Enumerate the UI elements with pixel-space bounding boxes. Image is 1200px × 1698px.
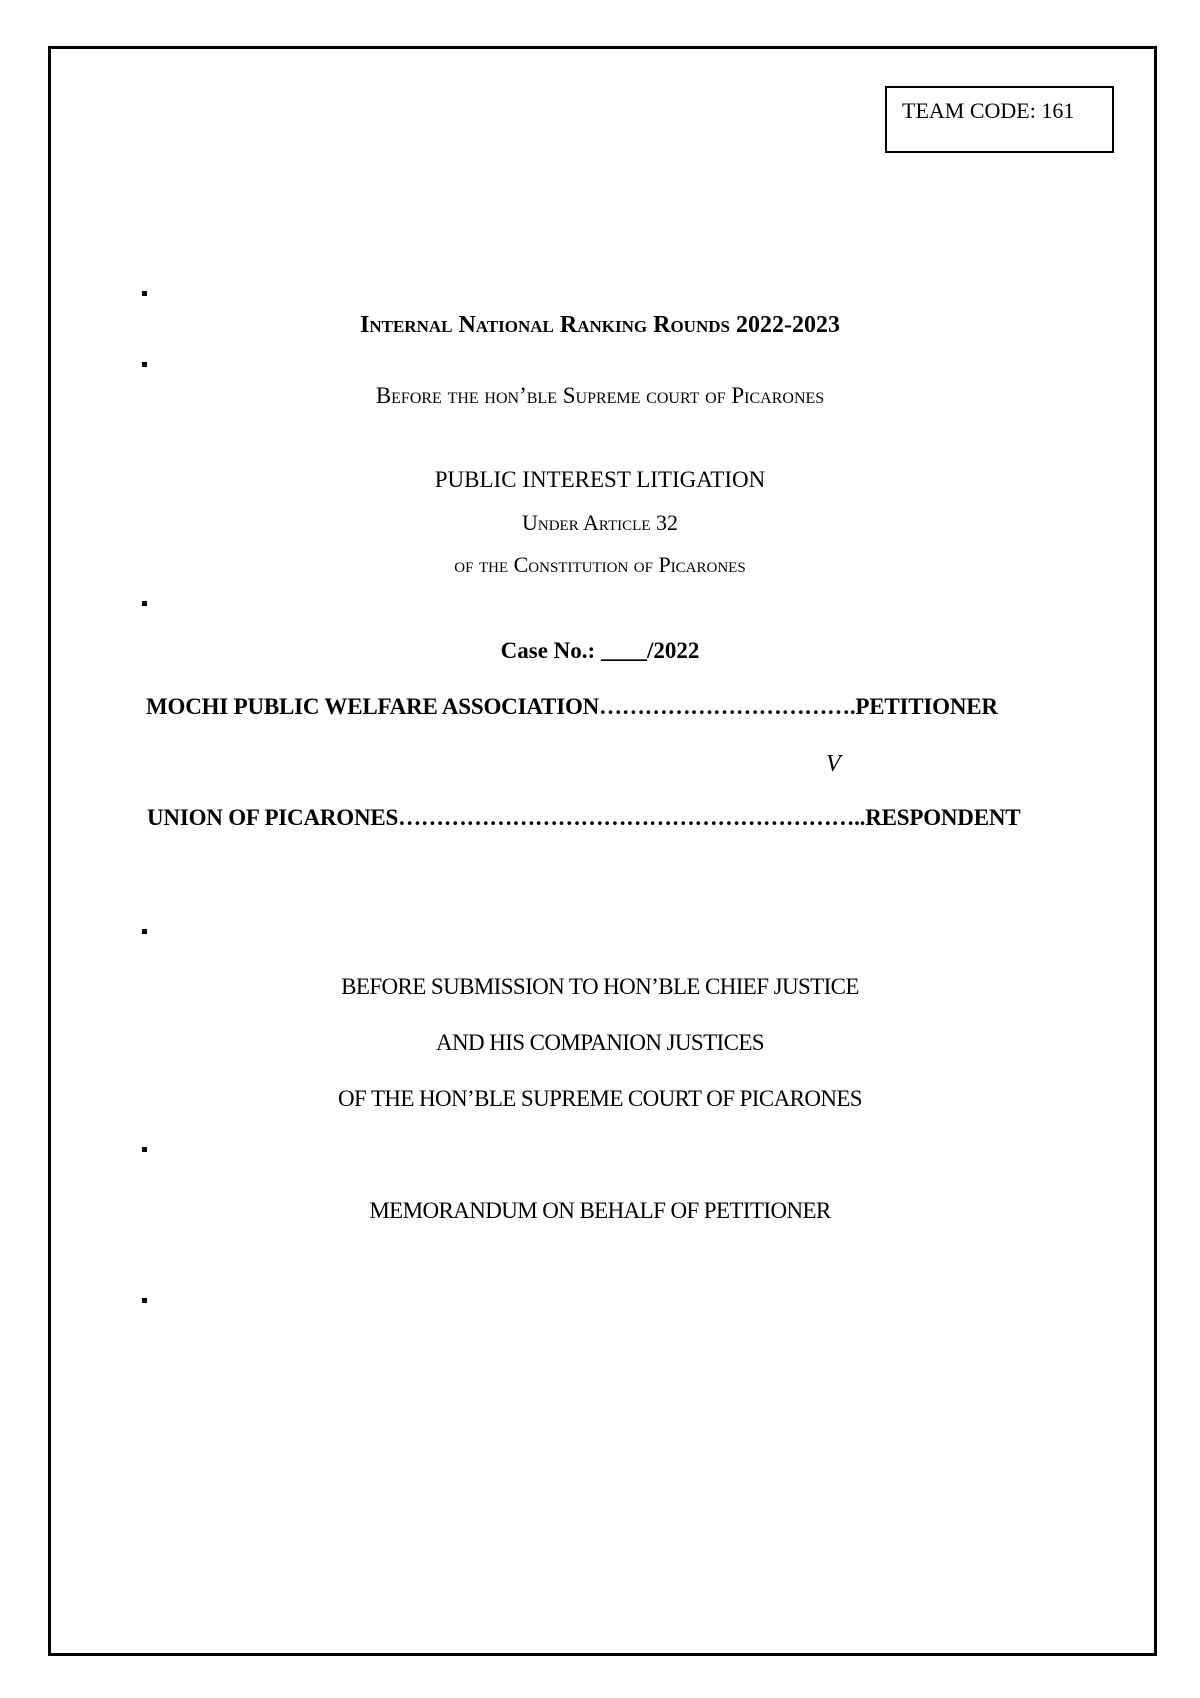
petitioner-line: MOCHI PUBLIC WELFARE ASSOCIATION…………………………….PETITIONER: [146, 694, 998, 719]
case-number: Case No.: ____/2022: [500, 638, 700, 663]
submission-line-3: OF THE HON’BLE SUPREME COURT OF PICARONES: [338, 1086, 862, 1111]
petition-type: PUBLIC INTEREST LITIGATION: [434, 467, 766, 492]
constitution-reference: of the Constitution of Picarones: [454, 552, 746, 577]
competition-title: Internal National Ranking Rounds 2022-2023: [360, 312, 840, 338]
bullet-marker: [142, 291, 147, 296]
memorandum-title: MEMORANDUM ON BEHALF OF PETITIONER: [369, 1198, 831, 1223]
bullet-marker: [142, 601, 147, 606]
team-code-box: TEAM CODE: 161: [885, 86, 1114, 153]
bullet-marker: [142, 362, 147, 367]
article-reference: Under Article 32: [522, 510, 678, 535]
bullet-marker: [142, 1298, 147, 1303]
submission-line-2: AND HIS COMPANION JUSTICES: [436, 1030, 764, 1055]
submission-line-1: BEFORE SUBMISSION TO HON’BLE CHIEF JUSTICE: [341, 974, 859, 999]
bullet-marker: [142, 1147, 147, 1152]
page-border: [48, 46, 1157, 1656]
court-heading: Before the hon’ble Supreme court of Picarones: [375, 383, 825, 408]
versus-marker: V: [826, 751, 841, 777]
respondent-line: UNION OF PICARONES……………………………………………………..RESPONDENT: [147, 805, 1021, 830]
bullet-marker: [142, 929, 147, 934]
